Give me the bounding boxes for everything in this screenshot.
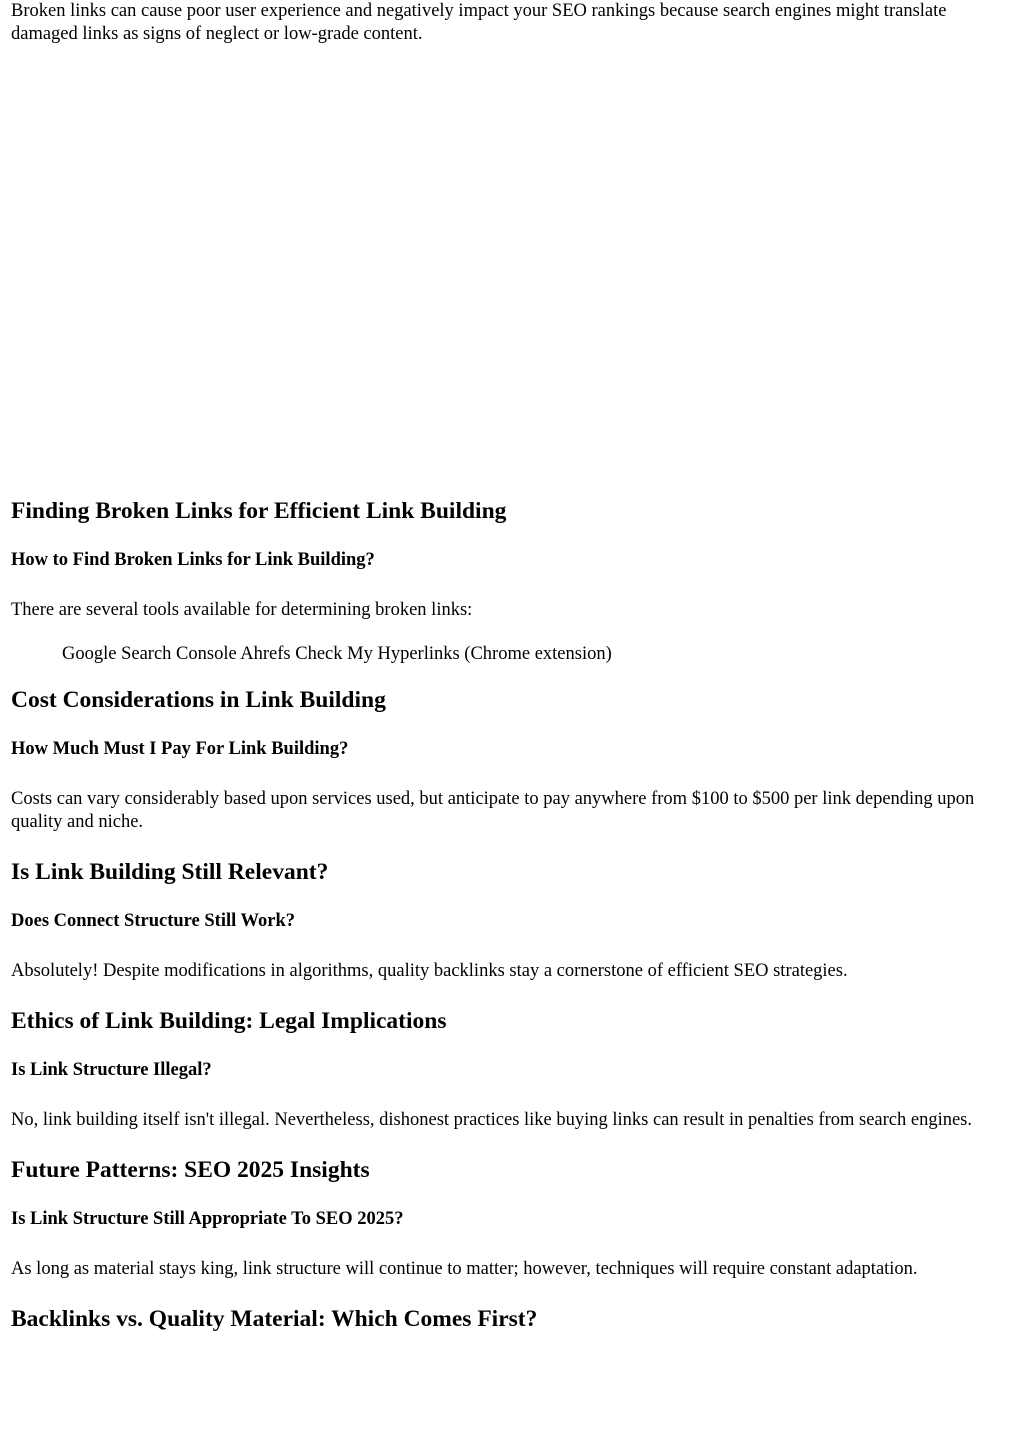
section-paragraph-absolutely: Absolutely! Despite modifications in algorithms, quality backlinks stay a cornerstone of efficient SEO strategies. [11, 961, 848, 981]
section-heading-ethics: Ethics of Link Building: Legal Implications [11, 1008, 447, 1034]
tools-list: Google Search Console Ahrefs Check My Hyperlinks (Chrome extension) [62, 644, 612, 664]
intro-paragraph: Broken links can cause poor user experience and negatively impact your SEO rankings because search engines might translate damaged links as signs of neglect or low-grade content. [11, 1, 947, 44]
section-subheading-illegal: Is Link Structure Illegal? [11, 1060, 212, 1080]
article-sections [11, 496, 1014, 1334]
section-paragraph-not-illegal: No, link building itself isn't illegal. Nevertheless, dishonest practices like buying links can result in penalties from search engines. [11, 1110, 973, 1130]
section-paragraph-material-king: As long as material stays king, link structure will continue to matter; however, techniques will require constant adaptation. [11, 1259, 918, 1279]
section-subheading-how-much: How Much Must I Pay For Link Building? [11, 739, 349, 759]
section-heading-finding-broken-links: Finding Broken Links for Efficient Link Building [11, 498, 507, 524]
section-heading-cost: Cost Considerations in Link Building [11, 687, 386, 713]
section-paragraph-tools-intro: There are several tools available for determining broken links: [11, 600, 473, 620]
section-heading-still-relevant: Is Link Building Still Relevant? [11, 859, 329, 885]
section-subheading-still-work: Does Connect Structure Still Work? [11, 911, 296, 931]
section-paragraph-costs: Costs can vary considerably based upon services used, but anticipate to pay anywhere from $100 to $500 per link depending upon quality and niche. [11, 789, 975, 832]
section-subheading-seo-2025: Is Link Structure Still Appropriate To SEO 2025? [11, 1209, 404, 1229]
section-heading-backlinks-vs-quality: Backlinks vs. Quality Material: Which Comes First? [11, 1306, 538, 1332]
section-subheading-how-to-find: How to Find Broken Links for Link Building? [11, 550, 375, 570]
section-heading-future-patterns: Future Patterns: SEO 2025 Insights [11, 1157, 370, 1183]
